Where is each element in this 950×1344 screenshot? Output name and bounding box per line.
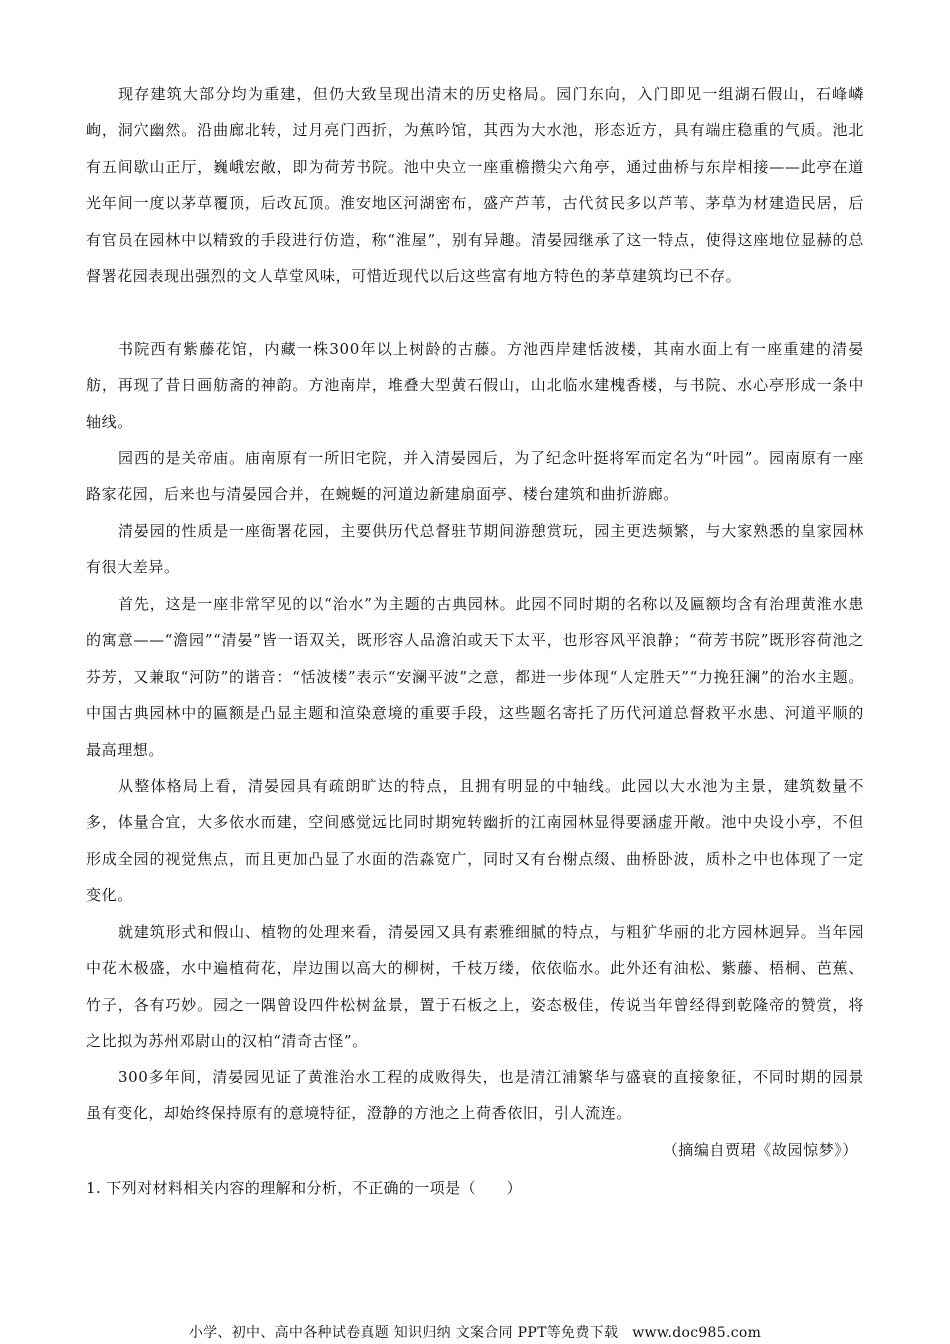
paragraph-7: 就建筑形式和假山、植物的处理来看，清晏园又具有素雅细腻的特点，与粗犷华丽的北方园林迥异。当年园中花木极盛，水中遍植荷花，岸边围以高大的柳树，千枝万缕，依依临水。此外还有油松、紫藤、梧桐、芭蕉、竹子，各有巧妙。园之一隅曾设四件松树盆景，置于石板之上，姿态极佳，传说当年曾经得到乾隆帝的赞赏，将之比拟为苏州邓尉山的汉柏“清奇古怪”。 bbox=[86, 923, 864, 1051]
paragraph-1: 现存建筑大部分均为重建，但仍大致呈现出清末的历史格局。园门东向，入门即见一组湖石假山，石峰嶙峋，洞穴幽然。沿曲廊北转，过月亮门西折，为蕉吟馆，其西为大水池，形态近方，具有端庄稳重的气质。池北有五间歇山正厅，巍峨宏敞，即为荷芳书院。池中央立一座重檐攒尖六角亭，通过曲桥与东岸相接——此亭在道光年间一度以茅草覆顶，后改瓦顶。淮安地区河湖密布，盛产芦苇，古代贫民多以芦苇、茅草为材建造民居，后有官员在园林中以精致的手段进行仿造，称“淮屋”，别有异趣。清晏园继承了这一特点，使得这座地位显赫的总督署花园表现出强烈的文人草堂风味，可惜近现代以后这些富有地方特色的茅草建筑均已不存。 bbox=[86, 85, 864, 286]
paragraph-5: 首先，这是一座非常罕见的以“治水”为主题的古典园林。此园不同时期的名称以及匾额均含有治理黄淮水患的寓意——“澹园”“清晏”皆一语双关，既形容人品澹泊或天下太平，也形容风平浪静；“荷芳书院”既形容荷池之芬芳，又兼取“河防”的谐音：“恬波楼”表示“安澜平波”之意，都进一步体现“人定胜天”“力挽狂澜”的治水主题。中国古典园林中的匾额是凸显主题和渲染意境的重要手段，这些题名寄托了历代河道总督救平水患、河道平顺的最高理想。 bbox=[86, 595, 864, 759]
source-citation: （摘编自贾珺《故园惊梦》） bbox=[662, 1141, 858, 1159]
question-1: 1. 下列对材料相关内容的理解和分析，不正确的一项是（ ） bbox=[86, 1179, 523, 1197]
footer-text: 小学、初中、高中各种试卷真题 知识归纳 文案合同 PPT等免费下载 bbox=[188, 1325, 619, 1341]
paragraph-8: 300多年间，清晏园见证了黄淮治水工程的成败得失，也是清江浦繁华与盛衰的直接象征，不同时期的园景虽有变化，却始终保持原有的意境特征，澄静的方池之上荷香依旧，引人流连。 bbox=[86, 1068, 864, 1123]
paragraph-3: 园西的是关帝庙。庙南原有一所旧宅院，并入清晏园后，为了纪念叶挺将军而定名为“叶园”。园南原有一座路家花园，后来也与清晏园合并，在蜿蜒的河道边新建扇面亭、楼台建筑和曲折游廊。 bbox=[86, 449, 864, 504]
paragraph-4: 清晏园的性质是一座衙署花园，主要供历代总督驻节期间游憩赏玩，园主更迭频繁，与大家熟悉的皇家园林有很大差异。 bbox=[86, 522, 864, 577]
footer-url[interactable]: www.doc985.com bbox=[632, 1325, 762, 1341]
paragraph-2: 书院西有紫藤花馆，内藏一株300年以上树龄的古藤。方池西岸建恬波楼，其南水面上有一座重建的清晏舫，再现了昔日画舫斋的神韵。方池南岸，堆叠大型黄石假山，山北临水建槐香楼，与书院、水心亭形成一条中轴线。 bbox=[86, 340, 864, 431]
paragraph-6: 从整体格局上看，清晏园具有疏朗旷达的特点，且拥有明显的中轴线。此园以大水池为主景，建筑数量不多，体量合宜，大多依水而建，空间感觉远比同时期宛转幽折的江南园林显得要涵虚开敞。池中央设小亭，不但形成全园的视觉焦点，而且更加凸显了水面的浩淼宽广，同时又有台榭点缀、曲桥卧波，质朴之中也体现了一定变化。 bbox=[86, 777, 864, 905]
page-footer bbox=[0, 1323, 950, 1343]
